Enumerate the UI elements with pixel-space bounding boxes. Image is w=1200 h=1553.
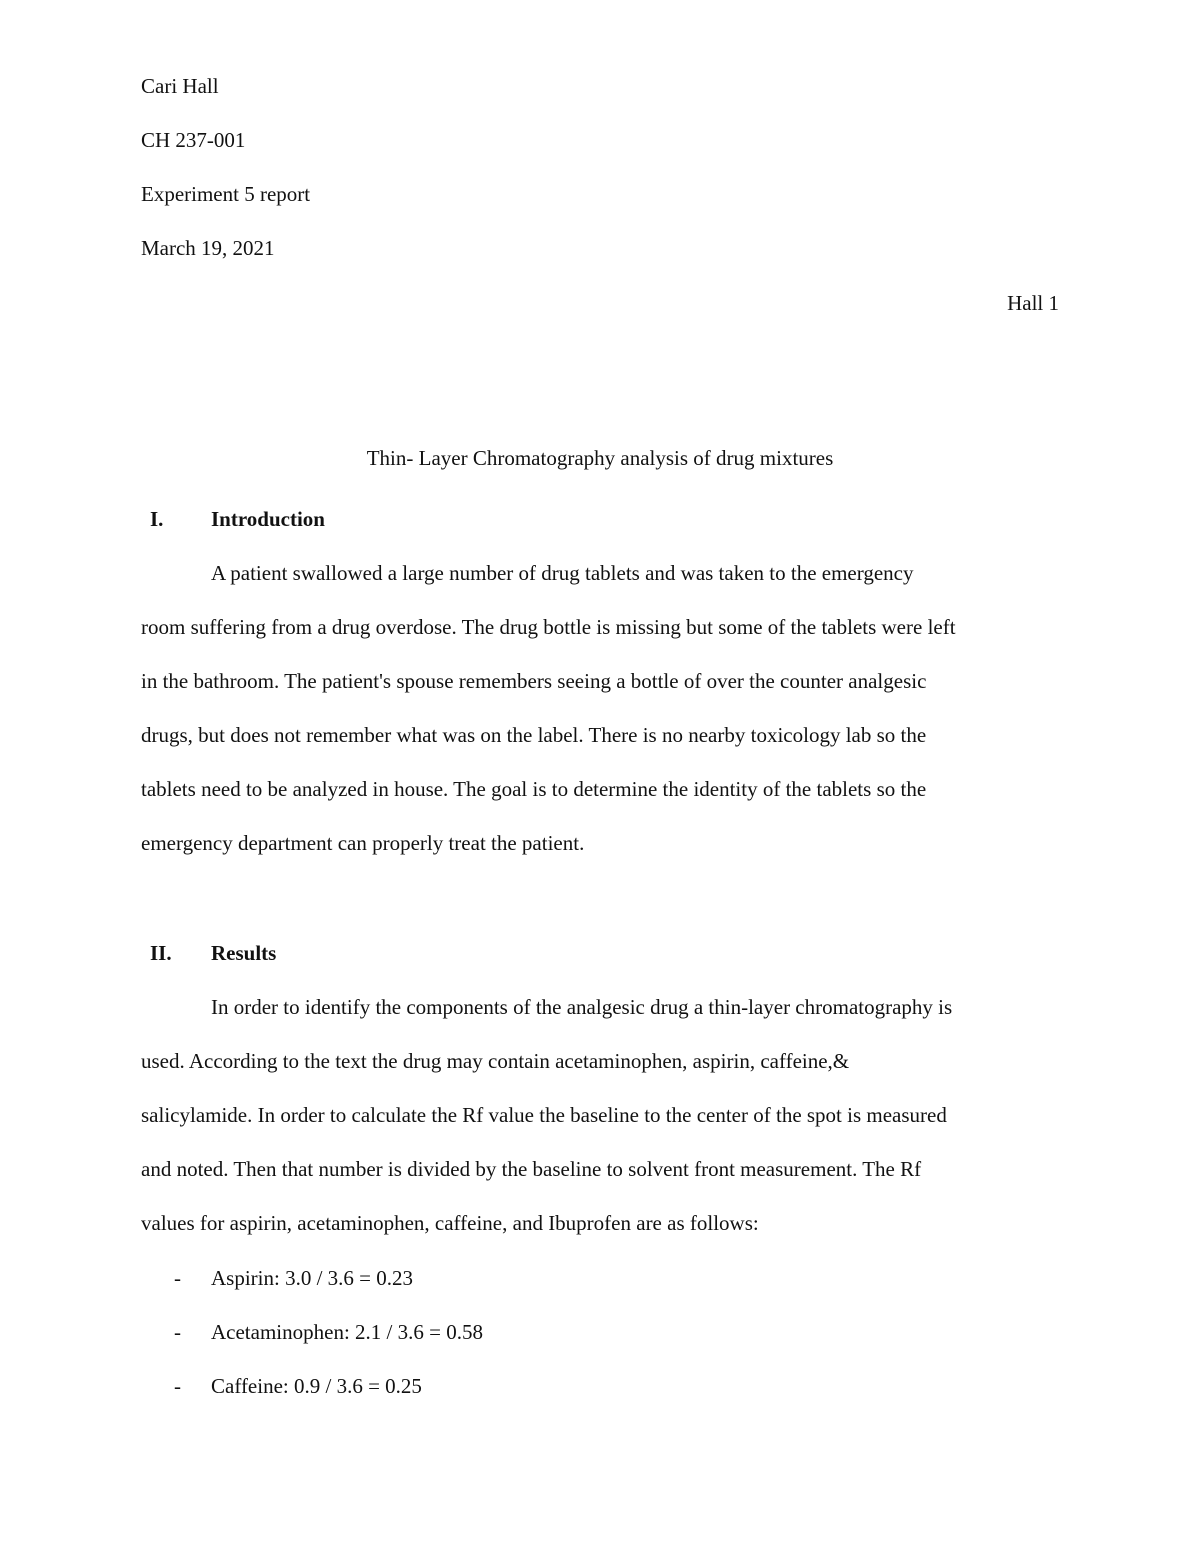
paragraph-line: tablets need to be analyzed in house. The goal is to determine the identity of the tablets so the bbox=[141, 777, 927, 801]
paragraph-line: In order to identify the components of the analgesic drug a thin-layer chromatography is bbox=[211, 995, 953, 1019]
paragraph-line: drugs, but does not remember what was on the label. There is no nearby toxicology lab so the bbox=[141, 723, 927, 747]
list-item-text: Aspirin: 3.0 / 3.6 = 0.23 bbox=[211, 1266, 414, 1290]
assignment-name: Experiment 5 report bbox=[141, 182, 311, 206]
list-item bbox=[0, 1265, 1200, 1319]
paragraph-line: emergency department can properly treat the patient. bbox=[141, 831, 585, 855]
list-item-text: Acetaminophen: 2.1 / 3.6 = 0.58 bbox=[211, 1320, 483, 1344]
results-paragraph bbox=[141, 994, 1061, 1264]
paragraph-line: used. According to the text the drug may contain acetaminophen, aspirin, caffeine,& bbox=[141, 1049, 850, 1073]
list-item-text: Caffeine: 0.9 / 3.6 = 0.25 bbox=[211, 1374, 422, 1398]
paragraph-line: in the bathroom. The patient's spouse remembers seeing a bottle of over the counter analgesic bbox=[141, 669, 927, 693]
rf-values-list bbox=[0, 1265, 1200, 1427]
section-title: Results bbox=[211, 941, 277, 965]
section-numeral: I. bbox=[150, 507, 164, 531]
list-dash-marker: - bbox=[174, 1266, 181, 1290]
paragraph-line: values for aspirin, acetaminophen, caffeine, and Ibuprofen are as follows: bbox=[141, 1211, 759, 1235]
list-dash-marker: - bbox=[174, 1374, 181, 1398]
section-title: Introduction bbox=[211, 507, 325, 531]
section-numeral: II. bbox=[150, 941, 172, 965]
running-head-page-number: Hall 1 bbox=[1007, 291, 1059, 315]
author-name: Cari Hall bbox=[141, 74, 219, 98]
document-title: Thin- Layer Chromatography analysis of drug mixtures bbox=[366, 446, 834, 470]
list-item bbox=[0, 1319, 1200, 1373]
paragraph-line: and noted. Then that number is divided by the baseline to solvent front measurement. The Rf bbox=[141, 1157, 922, 1181]
paragraph-line: room suffering from a drug overdose. The drug bottle is missing but some of the tablets were left bbox=[141, 615, 956, 639]
paragraph-line: salicylamide. In order to calculate the Rf value the baseline to the center of the spot is measured bbox=[141, 1103, 947, 1127]
report-date: March 19, 2021 bbox=[141, 236, 275, 260]
course-code: CH 237-001 bbox=[141, 128, 246, 152]
list-dash-marker: - bbox=[174, 1320, 181, 1344]
introduction-paragraph bbox=[141, 560, 1061, 884]
paragraph-line: A patient swallowed a large number of drug tablets and was taken to the emergency bbox=[211, 561, 914, 585]
list-item bbox=[0, 1373, 1200, 1427]
